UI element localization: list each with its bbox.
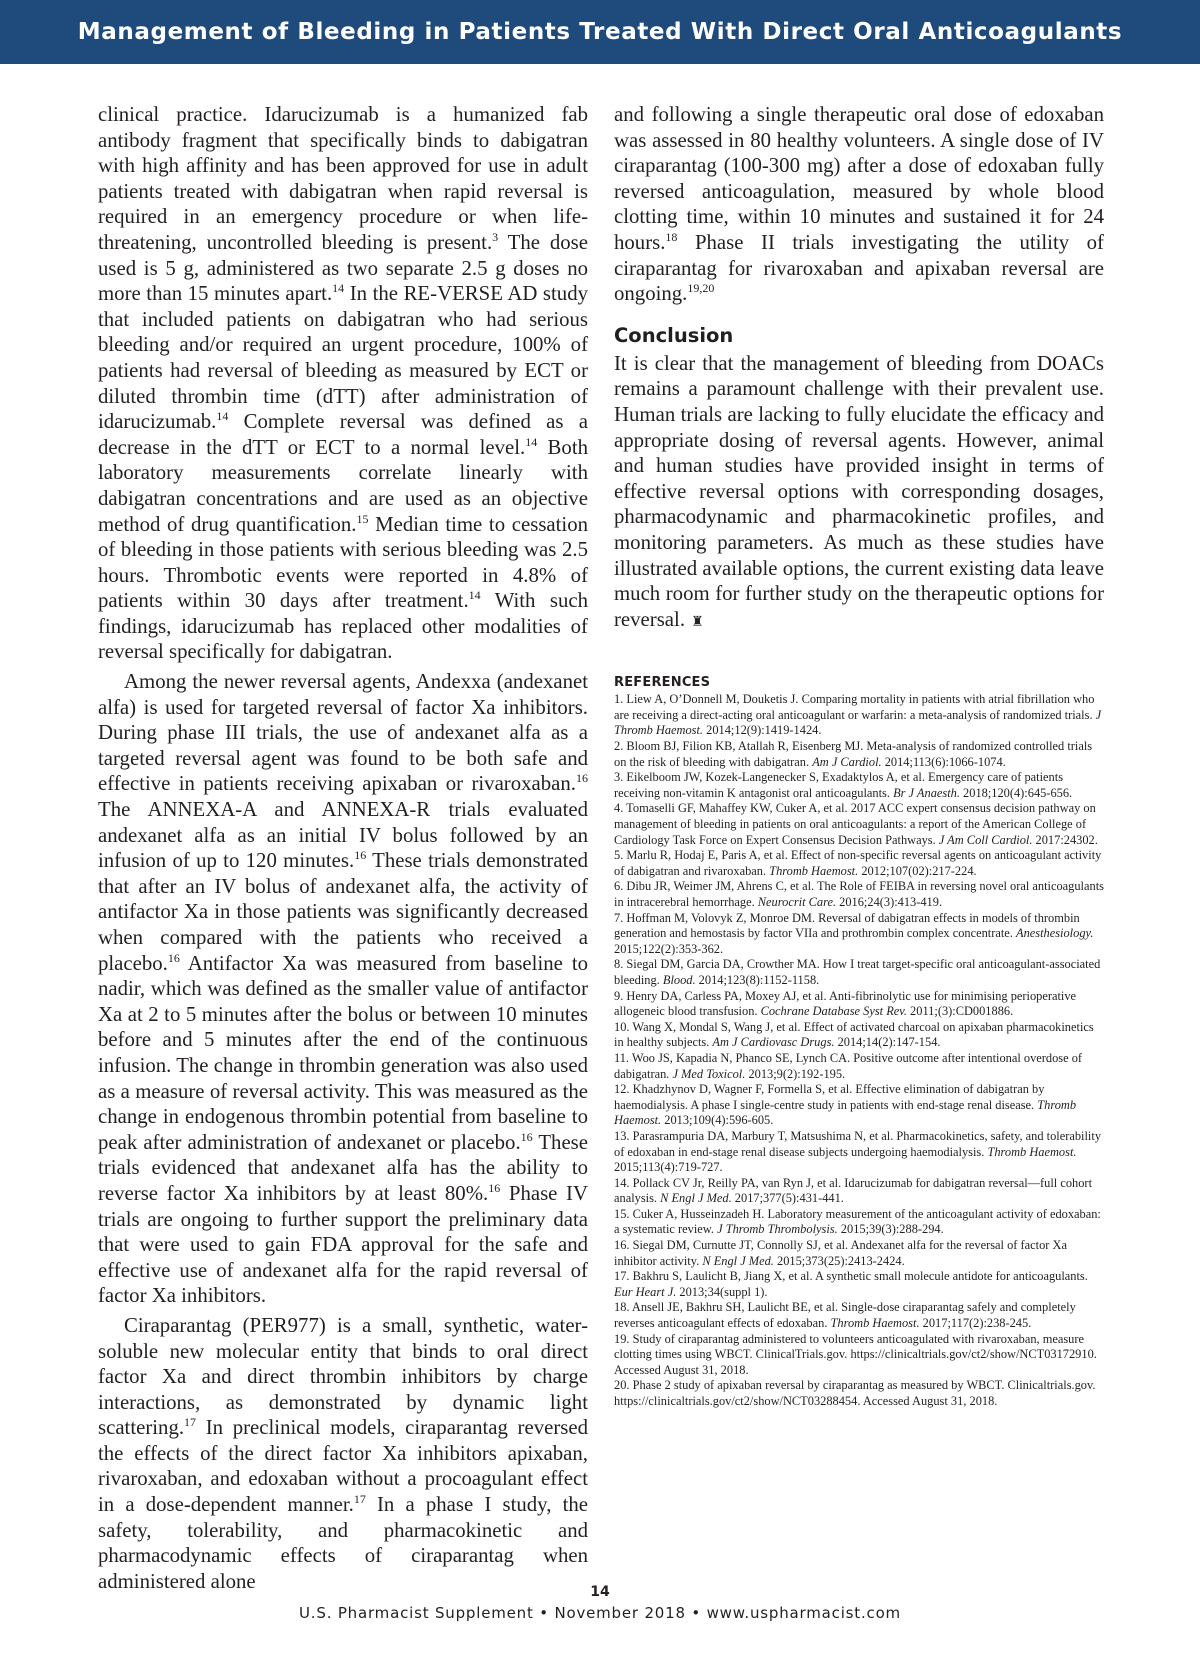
reference-item: 6. Dibu JR, Weimer JM, Ahrens C, et al. The Role of FEIBA in reversing novel oral anticoagulants in intracerebral hemorrhage. Neurocrit Care. 2016;24(3):413-419.: [614, 879, 1104, 909]
paragraph-edoxaban-study: and following a single therapeutic oral dose of edoxaban was assessed in 80 healthy volunteers. A single dose of IV ciraparantag (100-300 mg) after a dose of edoxaban fully reversed anticoagulation, measured by whole blood clotting time, within 10 minutes and sustained it for 24 hours.$^{18}$ Phase II trials investigating the utility of ciraparantag for rivaroxaban and apixaban reversal are ongoing.$^{19,20}$: [614, 103, 1104, 306]
reference-item: 10. Wang X, Mondal S, Wang J, et al. Effect of activated charcoal on apixaban pharmacokinetics in healthy subjects. Am J Cardiovasc Drugs. 2014;14(2):147-154.: [614, 1019, 1094, 1050]
header-banner: [0, 0, 1200, 64]
reference-item: 15. Cuker A, Husseinzadeh H. Laboratory measurement of the anticoagulant activity of edoxaban: a systematic review. J Thromb Thrombolysis. 2015;39(3):288-294.: [614, 1206, 1101, 1237]
reference-item: 20. Phase 2 study of apixaban reversal by ciraparantag as measured by WBCT. Clinicaltrials.gov. https://clinicaltrials.gov/ct2/show/NCT03288454. Accessed August 31, 2018.: [614, 1378, 1096, 1408]
reference-item: 8. Siegal DM, Garcia DA, Crowther MA. How I treat target-specific oral anticoagulant-associated bleeding. Blood. 2014;123(8):1152-1158.: [614, 957, 1101, 987]
reference-item: 7. Hoffman M, Volovyk Z, Monroe DM. Reversal of dabigatran effects in models of thrombin generation and hemostasis by factor VIIa and prothrombin complex concentrate. Anesthesiology. 2015;122(2):353-362.: [614, 910, 1094, 956]
left-column: [98, 102, 588, 1594]
publication-footer: U.S. Pharmacist Supplement • November 2018 • www.uspharmacist.com: [299, 1604, 901, 1622]
reference-item: 19. Study of ciraparantag administered to volunteers anticoagulated with rivaroxaban, measure clotting times using WBCT. ClinicalTrials.gov. https://clinicaltrials.gov/ct2/show/NCT03172910. Accessed August 31, 2018.: [614, 1331, 1097, 1377]
paragraph-idarucizumab: clinical practice. Idarucizumab is a humanized fab antibody fragment that specifically binds to dabigatran with high affinity and has been approved for use in adult patients treated with dabigatran when rapid reversal is required in an emergency procedure or when life-threatening, uncontrolled bleeding is present.$^3$ The dose used is 5 g, administered as two separate 2.5 g doses no more than 15 minutes apart.$^{14}$ In the RE-VERSE AD study that included patients on dabigatran who had serious bleeding and/or required an urgent procedure, 100% of patients had reversal of bleeding as measured by ECT or diluted thrombin time (dTT) after administration of idarucizumab.$^{14}$ Complete reversal was defined as a decrease in the dTT or ECT to a normal level.$^{14}$ Both laboratory measurements correlate linearly with dabigatran concentrations and are used as an objective method of drug quantification.$^{15}$ Median time to cessation of bleeding in those patients with serious bleeding was 2.5 hours. Thrombotic events were reported in 4.8% of patients within 30 days after treatment.$^{14}$ With such findings, idarucizumab has replaced other modalities of reversal specifically for dabigatran.: [98, 103, 588, 664]
reference-item: 11. Woo JS, Kapadia N, Phanco SE, Lynch CA. Positive outcome after intentional overdose of dabigatran. J Med Toxicol. 2013;9(2):192-195.: [614, 1050, 1083, 1081]
reference-item: 13. Parasrampuria DA, Marbury T, Matsushima N, et al. Pharmacokinetics, safety, and tolerability of edoxaban in end-stage renal disease subjects undergoing haemodialysis. Thromb Haemost. 2015;113(4):719-727.: [614, 1128, 1102, 1175]
reference-item: 17. Bakhru S, Laulicht B, Jiang X, et al. A synthetic small molecule antidote for anticoagulants. Eur Heart J. 2013;34(suppl 1).: [614, 1269, 1088, 1299]
paragraph-ciraparantag: Ciraparantag (PER977) is a small, synthetic, water-soluble new molecular entity that binds to oral direct factor Xa and direct thrombin inhibitors by charge interactions, as demonstrated by dynamic light scattering.$^{17}$ In preclinical models, ciraparantag reversed the effects of the direct factor Xa inhibitors apixaban, rivaroxaban, and edoxaban without a procoagulant effect in a dose-dependent manner.$^{17}$ In a phase I study, the safety, tolerability, and pharmacokinetic and pharmacodynamic effects of ciraparantag when administered alone: [98, 1313, 588, 1593]
references-heading: REFERENCES: [614, 675, 711, 691]
reference-item: 2. Bloom BJ, Filion KB, Atallah R, Eisenberg MJ. Meta-analysis of randomized controlled trials on the risk of bleeding with dabigatran. Am J Cardiol. 2014;113(6):1066-1074.: [614, 739, 1093, 769]
page-number: 14: [590, 1584, 610, 1600]
reference-item: 16. Siegal DM, Curnutte JT, Connolly SJ, et al. Andexanet alfa for the reversal of factor Xa inhibitor activity. N Engl J Med. 2015;373(25):2413-2424.: [614, 1238, 1067, 1268]
conclusion-heading: Conclusion: [614, 323, 734, 347]
reference-item: 4. Tomaselli GF, Mahaffey KW, Cuker A, et al. 2017 ACC expert consensus decision pathway on management of bleeding in patients on oral anticoagulants: a report of the American College of Cardiology Task Force on Expert Consensus Decision Pathways. J Am Coll Cardiol. 2017:24302.: [614, 801, 1098, 847]
reference-item: 5. Marlu R, Hodaj E, Paris A, et al. Effect of non-specific reversal agents on anticoagulant activity of dabigatran and rivaroxaban. Thromb Haemost. 2012;107(02):217-224.: [614, 848, 1102, 878]
reference-item: 1. Liew A, O’Donnell M, Douketis J. Comparing mortality in patients with atrial fibrillation who are receiving a direct-acting oral anticoagulant or warfarin: a meta-analysis of randomized trials. J Thromb Haemost. 2014;12(9):1419-1424.: [614, 692, 1102, 738]
reference-item: 9. Henry DA, Carless PA, Moxey AJ, et al. Anti-fibrinolytic use for minimising perioperative allogeneic blood transfusion. Cochrane Database Syst Rev. 2011;(3):CD001886.: [614, 988, 1077, 1019]
reference-item: 3. Eikelboom JW, Kozek-Langenecker S, Exadaktylos A, et al. Emergency care of patients receiving non-vitamin K antagonist oral anticoagulants. Br J Anaesth. 2018;120(4):645-656.: [614, 770, 1073, 800]
paragraph-andexanet: Among the newer reversal agents, Andexxa (andexanet alfa) is used for targeted reversal of factor Xa inhibitors. During phase III trials, the use of andexanet alfa as a targeted reversal agent was found to be both safe and effective in patients receiving apixaban or rivaroxaban.$^{16}$ The ANNEXA-A and ANNEXA-R trials evaluated andexanet alfa as an initial IV bolus followed by an infusion of up to 120 minutes.$^{16}$ These trials demonstrated that after an IV bolus of andexanet alfa, the activity of antifactor Xa in those patients was significantly decreased when compared with the patients who received a placebo.$^{16}$ Antifactor Xa was measured from baseline to nadir, which was defined as the smaller value of antifactor Xa at 2 to 5 minutes after the bolus or between 10 minutes before and 5 minutes after the end of the continuous infusion. The change in thrombin generation was also used as a measure of reversal activity. This was measured as the change in endogenous thrombin potential from baseline to peak after administration of andexanet or placebo.$^{16}$ These trials evidenced that andexanet alfa has the ability to reverse factor Xa inhibitors by at least 80%.$^{16}$ Phase IV trials are ongoing to further support the preliminary data that were used to gain FDA approval for the safe and effective use of andexanet alfa for the rapid reversal of factor Xa inhibitors.: [98, 670, 588, 1308]
right-column: [614, 102, 1104, 1410]
reference-item: 18. Ansell JE, Bakhru SH, Laulicht BE, et al. Single-dose ciraparantag safely and completely reverses anticoagulant effects of edoxaban. Thromb Haemost. 2017;117(2):238-245.: [614, 1300, 1076, 1331]
reference-item: 12. Khadzhynov D, Wagner F, Formella S, et al. Effective elimination of dabigatran by haemodialysis. A phase I single-centre study in patients with end-stage renal disease. Thromb Haemost. 2013;109(4):596-605.: [614, 1082, 1077, 1128]
references-list: [614, 692, 1104, 1409]
running-title: Management of Bleeding in Patients Treated With Direct Oral Anticoagulants: [77, 19, 1123, 45]
conclusion-paragraph: It is clear that the management of bleeding from DOACs remains a paramount challenge with their prevalent use. Human trials are lacking to fully elucidate the efficacy and appropriate dosing of reversal agents. However, animal and human studies have provided insight in terms of effective reversal options with corresponding dosages, pharmacodynamic and pharmacokinetic profiles, and monitoring parameters. As much as these studies have illustrated available options, the current existing data leave much room for further study on the therapeutic options for reversal. ♜: [614, 351, 1104, 631]
end-mark-icon: ♜: [691, 613, 704, 630]
reference-item: 14. Pollack CV Jr, Reilly PA, van Ryn J, et al. Idarucizumab for dabigatran reversal—full cohort analysis. N Engl J Med. 2017;377(5):431-441.: [614, 1175, 1093, 1206]
